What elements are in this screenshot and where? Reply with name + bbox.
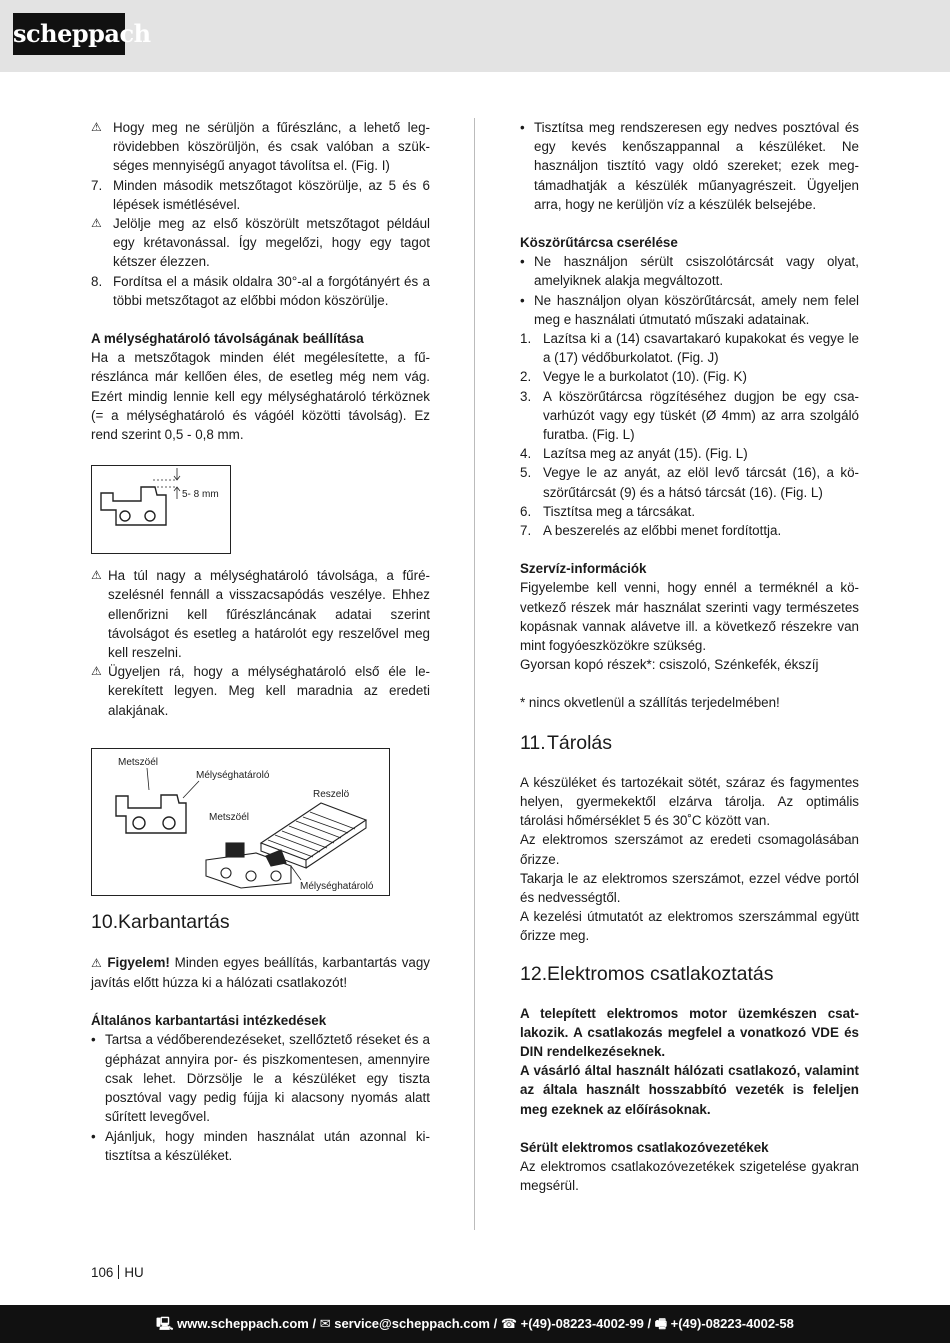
warning-triangle-icon: ⚠ bbox=[91, 955, 108, 970]
footer-email-link[interactable]: service@scheppach.com bbox=[334, 1316, 490, 1331]
damaged-cable-heading: Sérült elektromos csatlakozóvezetékek bbox=[520, 1139, 769, 1155]
computer-icon: 🖳 bbox=[156, 1316, 178, 1331]
service-note: * nincs okvetlenül a szállítás terjedelmében! bbox=[520, 695, 780, 711]
header-band bbox=[0, 0, 950, 72]
mail-icon: ✉ bbox=[319, 1316, 335, 1331]
depth-gauge-figure bbox=[91, 465, 231, 554]
footer-web-link[interactable]: www.scheppach.com bbox=[177, 1316, 309, 1331]
footer-band: 🖳 www.scheppach.com / ✉ service@scheppach.com / ☎ +(49)-08223-4002-99 / 🖷 +(49)-08223-4002-58 bbox=[0, 1305, 950, 1343]
numbered-item: 7. Minden második metszőtagot köszörülje, az 5 és 6 lépések ismétlésével. bbox=[91, 177, 430, 212]
attention-note: ⚠ Figyelem! Minden egyes beállítás, karbantartás vagy javítás előtt húzza ki a hálózati csatlakozót! bbox=[91, 954, 430, 991]
left-column bbox=[91, 118, 430, 1165]
service-text: Figyelembe kell venni, hogy ennél a terméknél a következő részek már használat szerinti vagy természetes kopásnak vannak alávetve ill. a következő részekre van mint fogyóeszközökre szükség. bbox=[520, 580, 859, 654]
warning-triangle-icon: ⚠ bbox=[91, 568, 102, 583]
list-item: • Ne használjon sérült csiszolótárcsát vagy olyat, amelyiknek alakja megváltozott. bbox=[520, 254, 859, 289]
footer-fax: +(49)-08223-4002-58 bbox=[670, 1316, 794, 1331]
section-10-heading: 10.Karbantartás bbox=[91, 910, 230, 933]
storage-text-1: A készüléket és tartozékait sötét, száraz és fagymentes helyen, gyermekektől elzárva tárolja. Az optimális tárolási hőmérséklet 5 és 30˚C között van. bbox=[520, 774, 859, 829]
section-11-heading: 11.Tárolás bbox=[520, 731, 613, 754]
list-item: • Ajánljuk, hogy minden használat után azonnal kitisztítsa a készüléket. bbox=[91, 1128, 430, 1163]
list-item: • Tisztítsa meg rendszeresen egy nedves posztóval és egy kevés kenőszappannal a készüléket. Ne használjon tisztító vagy oldó szereket; ezek megtámadhatják a készülék műanyagrészeit. Ügyeljen arra, hogy ne kerüljön víz a készülék belsejébe. bbox=[520, 120, 859, 212]
warning-item: ⚠ Ha túl nagy a mélységhatároló távolsága, a fűrészelésnél fennáll a visszacsapódás veszélye. Ehhez ellenőrizni kell fűrészláncának adatai szerint távolságot és esetleg a határolót egy reszelővel meg kell reszelni. bbox=[91, 566, 430, 662]
warning-triangle-icon: ⚠ bbox=[91, 216, 102, 231]
warning-item: ⚠ Ügyeljen rá, hogy a mélységhatároló első éle lekerekített legyen. Meg kell maradnia az eredeti alakjának. bbox=[91, 662, 430, 720]
numbered-item: 8. Fordítsa el a másik oldalra 30°-al a forgótányért és a többi metszőtagot az előbbi módon köszörülje. bbox=[91, 273, 430, 308]
phone-icon: ☎ bbox=[500, 1316, 521, 1331]
label-melyseghatarolo-2: Mélységhatároló bbox=[300, 880, 374, 892]
disc-replace-heading: Köszörűtárcsa cserélése bbox=[520, 235, 678, 251]
warning-triangle-icon: ⚠ bbox=[91, 664, 102, 679]
column-divider bbox=[474, 118, 475, 1230]
storage-text-3: Takarja le az elektromos szerszámot, ezzel védve portól és nedvességtől. bbox=[520, 870, 859, 905]
damaged-cable-text: Az elektromos csatlakozóvezetékek szigetelése gyakran megsérül. bbox=[520, 1158, 859, 1194]
label-metszoel-2: Metszöél bbox=[209, 811, 250, 823]
label-melyseghatarolo: Mélységhatároló bbox=[196, 769, 270, 781]
storage-text-2: Az elektromos szerszámot az eredeti csomagolásában őrizze. bbox=[520, 832, 859, 867]
general-maintenance-heading: Általános karbantartási intézkedések bbox=[91, 1013, 327, 1029]
depth-gauge-label: 5- 8 mm bbox=[182, 489, 219, 501]
depth-text: Ha a metszőtagok minden élét megélesítette, a fűrészlánca már kellően éles, de esetleg még nem vág. Ezért mindig lennie kell egy mélységhatároló térköznek (= a mélységhatároló és vágóél közötti távolság). Ez rend szerint 0,5 - 0,8 mm. bbox=[91, 350, 430, 443]
service-heading: Szervíz-információk bbox=[520, 561, 647, 577]
numbered-step: 6. Tisztítsa meg a tárcsákat. bbox=[520, 503, 696, 519]
service-parts: Gyorsan kopó részek*: csiszoló, Szénkefék, ékszíj bbox=[520, 657, 819, 673]
warning-triangle-icon: ⚠ bbox=[91, 120, 102, 134]
storage-text-4: A kezelési útmutatót az elektromos szerszámmal együtt őrizze meg. bbox=[520, 909, 859, 944]
electrical-text-1: A telepített elektromos motor üzemkészen csatlakozik. A csatlakozás megfelel a vonatkozó VDE és DIN rendelkezéseknek. bbox=[520, 1005, 859, 1059]
list-item: • Tartsa a védőberendezéseket, szellőztető réseket és a gépházat annyira por- és piszkomentesen, amennyire csak lehet. Dörzsölje le a készüléket egy tiszta posztóval vagy pedig fújja ki alacsony nyomás alatt sűrített levegővel. bbox=[91, 1032, 430, 1125]
numbered-step: 7. A beszerelés az előbbi menet fordítottja. bbox=[520, 523, 782, 539]
footer-phone: +(49)-08223-4002-99 bbox=[520, 1316, 644, 1331]
file-sharpening-figure bbox=[91, 748, 391, 896]
numbered-step: 5. Vegye le az anyát, az elöl levő tárcsát (16), a köszörűtárcsát (9) és a hátsó tárcsát (16). (Fig. L) bbox=[520, 465, 859, 500]
warning-item: ⚠ Hogy meg ne sérüljön a fűrészlánc, a lehető legrövidebben köszörüljön, és csak valóban a szükséges mennyiségű anyagot távolítsa el. (Fig. I) bbox=[91, 118, 430, 176]
numbered-step: 3. A köszörűtárcsa rögzítéséhez dugjon be egy csavarhúzót vagy egy tüskét (Ø 4mm) az arra szolgáló furatba. (Fig. L) bbox=[520, 388, 859, 443]
electrical-text-2: A vásárló által használt hálózati csatlakozó, valamint az általa használt hosszabbító vezeték is feleljen meg ezeknek az előírásoknak. bbox=[520, 1063, 859, 1117]
warning-item: ⚠ Jelölje meg az első köszörült metszőtagot például egy krétavonással. Így megelőzi, hogy egy tagot kétszer élezzen. bbox=[91, 214, 430, 272]
label-metszoel: Metszöél bbox=[118, 756, 159, 768]
page-number: 106 HU bbox=[91, 1265, 144, 1280]
brand-logo: scheppach bbox=[13, 13, 125, 55]
section-12-heading: 12.Elektromos csatlakoztatás bbox=[520, 962, 774, 985]
right-column bbox=[520, 118, 859, 1195]
numbered-step: 1. Lazítsa ki a (14) csavartakaró kupakokat és vegye le a (17) védőburkolatot. (Fig. J) bbox=[520, 331, 859, 366]
list-item: • Ne használjon olyan köszörűtárcsát, amely nem felel meg e használati útmutató műszaki adatainak. bbox=[520, 292, 859, 327]
numbered-step: 2. Vegye le a burkolatot (10). (Fig. K) bbox=[520, 369, 747, 385]
fax-icon: 🖷 bbox=[654, 1316, 671, 1331]
numbered-step: 4. Lazítsa meg az anyát (15). (Fig. L) bbox=[520, 446, 748, 462]
depth-heading: A mélységhatároló távolságának beállítása bbox=[91, 331, 364, 347]
label-reszelo: Reszelö bbox=[313, 788, 350, 800]
